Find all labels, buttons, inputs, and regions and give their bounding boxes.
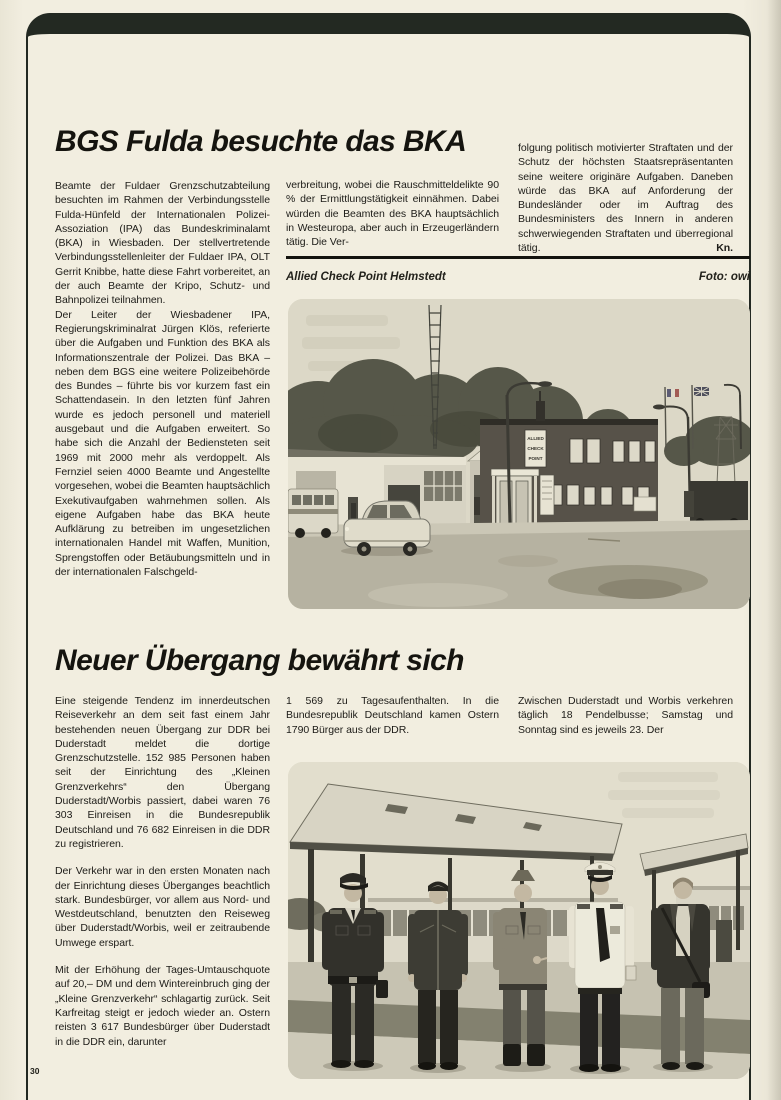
photo1-caption-row: [286, 271, 750, 283]
sign-line2: CHECK: [527, 446, 544, 451]
page-number: 30: [30, 1066, 40, 1076]
article2-column2: [286, 694, 499, 737]
article2-col1-paragraph1: Eine steigende Tendenz im innerdeutschen Reiseverkehr an dem seit fast einem Jahr bestehenden neuen Übergang zur DDR bei Duderstadt meldet die dortige Grenzschutzstelle. 152 985 Personen haben seit der Einrichtung des „Kleinen Grenzverkehrs“ den Übergang Duderstadt/Worbis passiert, dabei waren 76 303 Einreisen in die Bundesrepublik Deutschland und 76 682 Einreisen in die DDR zu registrieren.: [55, 695, 270, 850]
article1-column2: [286, 178, 499, 249]
sign-line3: POINT: [528, 456, 543, 461]
section-divider: [286, 256, 750, 259]
article2-column1: [55, 694, 270, 1049]
photo-border-crossing-group: [288, 762, 750, 1079]
article2-col1-paragraph2: Der Verkehr war in den ersten Monaten nach der Einrichtung dieses Überganges beachtlich stark. Bundesbürger, vor allem aus Nord- und Westdeutschland, benutzten den Reiseweg über Duderstadt/Worbis, weil er zeitraubende Umwege erspart.: [55, 865, 270, 949]
photo2-illustration: [288, 762, 750, 1079]
article2-col3-paragraph1: Zwischen Duderstadt und Worbis verkehren täglich 18 Pendelbusse; Samstag und Sonntag sind es jeweils 23. Der: [518, 695, 733, 736]
photo1-caption: Allied Check Point Helmstedt: [286, 271, 446, 283]
article1-col2-paragraph1: verbreitung, wobei die Rauschmitteldelikte 90 % der Ermittlungstätigkeit einnähmen. Dabei würden die Beamten des BKA hauptsächlich in Westeuropa, aber auch in Erzeugerländern tätig. Die Ver-: [286, 179, 499, 249]
article1-column3: [518, 141, 733, 255]
article1-col1-paragraph2: Der Leiter der Wiesbadener IPA, Regierungskriminalrat Jürgen Klös, referierte über die Aufgaben und Funktion des BKA als Informationszentrale der Polizei. Das BKA – neben dem BGS eine weitere Polizeibehörde des Bundes – führte bis vor kurzem fast ein Schattendasein. In den letzten fünf Jahren wurde es jedoch personell und materiell ausgebaut und die Aufgaben erweitert. So habe sich die Anzahl der Bediensteten seit 1969 mit 2000 mehr als verdoppelt. Als Fernziel seien 4000 Beamte und Angestellte vorgesehen, wobei die Beamten hauptsächlich Exekutivaufgaben wahrnehmen sollen. Als eigene Aufgaben habe das BKA heute Aufklärung zu betreiben im ungesetzlichen internationalen Handel mit Waffen, Munition, Sprengstoffen oder Betäubungsmitteln und in der internationalen Falschgeld-: [55, 308, 270, 579]
article1-col1-paragraph1: Beamte der Fuldaer Grenzschutzabteilung besuchten im Rahmen der Verbindungsstelle Fulda-Hünfeld der Internationalen Polizei-Assoziation (IPA) das Bundeskriminalamt (BKA) in Wiesbaden. Der stellvertretende Verbindungsstellenleiter der Fuldaer IPA, OLT Gerrit Knibbe, hatte diese Fahrt vorbereitet, an der auch Beamte der Kripo, Schutz- und Bahnpolizei teilnahmen.: [55, 180, 270, 307]
article2-col2-paragraph1: 1 569 zu Tagesaufenthalten. In die Bundesrepublik Deutschland kamen Ostern 1790 Bürger aus der DDR.: [286, 695, 499, 736]
article1-column1: [55, 179, 270, 579]
article1-author-initials: Kn.: [716, 242, 733, 255]
scan-edge-shadow: [767, 0, 781, 1100]
sign-line1: ALLIED: [527, 436, 544, 441]
article1-col3-paragraph1: folgung politisch motivierter Straftaten und der Schutz der höchsten Staatsrepräsentanten seine weitere originäre Aufgaben. Daneben würde das BKA auf Anforderung der Bundesländer oder im Auftrag des Bundesministers des Innern in anderen schwerwiegenden Straftaten und überregional tätig.: [518, 142, 733, 255]
article2-title: Neuer Übergang bewährt sich: [55, 644, 464, 677]
photo1-credit: Foto: owi: [698, 271, 750, 283]
article2-col1-paragraph3: Mit der Erhöhung der Tages-Umtauschquote auf 20,– DM und dem Wintereinbruch ging der „Kleine Grenzverkehr“ schlagartig zurück. Seit Karfreitag steigt er jedoch wieder an. Ostern reisten 3 617 Bundesbürger über Duderstadt in die DDR ein, darunter: [55, 964, 270, 1048]
photo1-illustration: [288, 299, 750, 609]
article2-column3: [518, 694, 733, 737]
glass-front: [424, 471, 462, 501]
bus: [288, 489, 338, 538]
photo-allied-checkpoint: [288, 299, 750, 609]
low-building-window: [296, 471, 336, 491]
allied-check-point-sign: [525, 430, 546, 467]
article1-title: BGS Fulda besuchte das BKA: [55, 125, 467, 158]
bleed-through-marks: [608, 772, 720, 818]
